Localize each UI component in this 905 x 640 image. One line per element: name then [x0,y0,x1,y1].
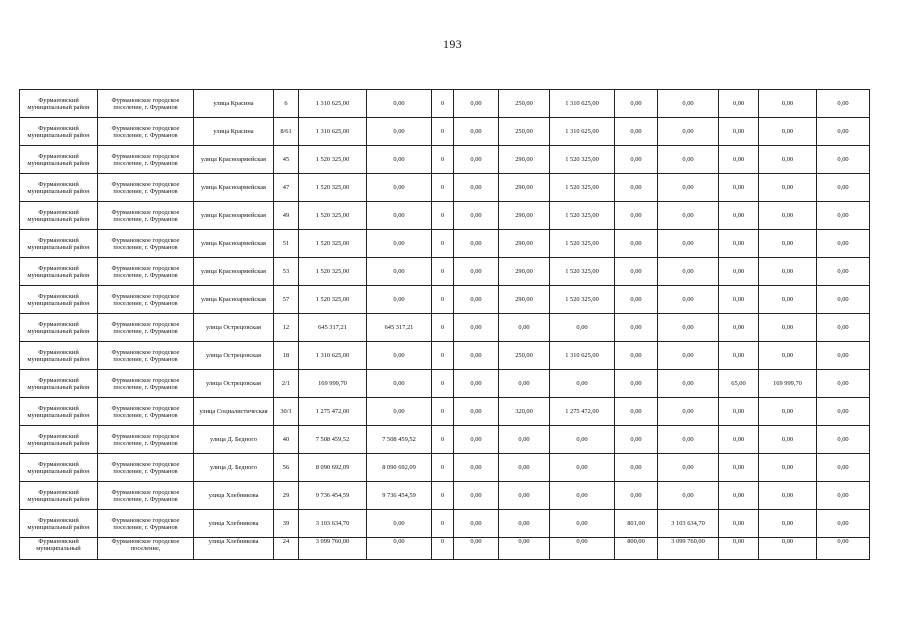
amount-cell: 0,00 [817,454,870,482]
total-cost-cell: 3 099 760,00 [299,538,367,560]
amount-cell: 0,00 [367,230,432,258]
amount-cell: 1 310 625,00 [550,342,615,370]
amount-cell: 0,00 [454,398,499,426]
area-cell: 0,00 [615,258,658,286]
amount-cell: 0,00 [550,426,615,454]
amount-cell: 0,00 [454,482,499,510]
total-cost-cell: 8 090 692,09 [299,454,367,482]
house-number-cell: 12 [274,314,299,342]
house-number-cell: 29 [274,482,299,510]
street-cell: улица Социалистическая [194,398,274,426]
amount-cell: 7 508 459,52 [367,426,432,454]
area-cell: 0,00 [615,202,658,230]
count-cell: 0 [432,286,454,314]
amount-cell: 0,00 [759,202,817,230]
total-cost-cell: 1 310 625,00 [299,118,367,146]
area-cell: 0,00 [499,426,550,454]
settlement-cell: Фурмановское городское поселение, г. Фурманов [98,258,194,286]
table-row [20,538,870,560]
house-number-cell: 47 [274,174,299,202]
total-cost-cell: 1 520 325,00 [299,286,367,314]
table-row [20,454,870,482]
amount-cell: 3 103 634,70 [658,510,719,538]
table-row [20,174,870,202]
area-cell: 250,00 [499,118,550,146]
table-row [20,370,870,398]
municipal-district-cell: Фурмановский муниципальный район [20,174,98,202]
amount-cell: 0,00 [454,454,499,482]
amount-cell: 8 090 692,09 [367,454,432,482]
count-cell: 0 [432,146,454,174]
street-cell: улица Д. Бедного [194,426,274,454]
amount-cell: 0,00 [817,230,870,258]
area-cell: 0,00 [615,146,658,174]
amount-cell: 0,00 [658,90,719,118]
area-cell: 0,00 [719,146,759,174]
area-cell: 0,00 [719,174,759,202]
table-row [20,314,870,342]
amount-cell: 0,00 [817,510,870,538]
amount-cell: 0,00 [759,146,817,174]
amount-cell: 1 520 325,00 [550,202,615,230]
area-cell: 290,00 [499,258,550,286]
settlement-cell: Фурмановское городское поселение, г. Фурманов [98,118,194,146]
amount-cell: 0,00 [367,370,432,398]
amount-cell: 1 520 325,00 [550,286,615,314]
municipal-district-cell: Фурмановский муниципальный район [20,454,98,482]
total-cost-cell: 1 275 472,00 [299,398,367,426]
amount-cell: 0,00 [759,454,817,482]
amount-cell: 0,00 [817,118,870,146]
amount-cell: 1 520 325,00 [550,258,615,286]
settlement-cell: Фурмановское городское поселение, г. Фурманов [98,314,194,342]
table-row [20,146,870,174]
settlement-cell: Фурмановское городское поселение, г. Фурманов [98,510,194,538]
house-number-cell: 53 [274,258,299,286]
house-number-cell: 18 [274,342,299,370]
amount-cell: 0,00 [817,426,870,454]
street-cell: улица Хлебникова [194,538,274,560]
amount-cell: 0,00 [454,258,499,286]
amount-cell: 0,00 [759,258,817,286]
table-row [20,426,870,454]
amount-cell: 0,00 [658,482,719,510]
amount-cell: 9 736 454,59 [367,482,432,510]
street-cell: улица Хлебникова [194,510,274,538]
area-cell: 0,00 [719,286,759,314]
municipal-district-cell: Фурмановский муниципальный район [20,510,98,538]
amount-cell: 0,00 [817,146,870,174]
total-cost-cell: 1 310 625,00 [299,342,367,370]
count-cell: 0 [432,90,454,118]
amount-cell: 0,00 [817,482,870,510]
amount-cell: 1 310 625,00 [550,118,615,146]
amount-cell: 0,00 [454,146,499,174]
street-cell: улица Красноармейская [194,146,274,174]
count-cell: 0 [432,482,454,510]
amount-cell: 0,00 [658,426,719,454]
amount-cell: 0,00 [454,118,499,146]
area-cell: 800,00 [615,538,658,560]
area-cell: 65,00 [719,370,759,398]
area-cell: 0,00 [719,314,759,342]
municipal-district-cell: Фурмановский муниципальный район [20,398,98,426]
settlement-cell: Фурмановское городское поселение, г. Фурманов [98,286,194,314]
area-cell: 0,00 [719,342,759,370]
area-cell: 0,00 [499,482,550,510]
house-number-cell: 24 [274,538,299,560]
area-cell: 0,00 [499,538,550,560]
municipal-district-cell: Фурмановский муниципальный район [20,314,98,342]
amount-cell: 0,00 [658,398,719,426]
amount-cell: 0,00 [454,90,499,118]
amount-cell: 0,00 [550,538,615,560]
amount-cell: 0,00 [454,286,499,314]
municipal-district-cell: Фурмановский муниципальный район [20,90,98,118]
table-row [20,286,870,314]
settlement-cell: Фурмановское городское поселение, г. Фурманов [98,146,194,174]
amount-cell: 0,00 [759,426,817,454]
amount-cell: 0,00 [367,258,432,286]
amount-cell: 0,00 [817,398,870,426]
area-cell: 0,00 [719,118,759,146]
street-cell: улица Острецовская [194,370,274,398]
area-cell: 0,00 [719,538,759,560]
total-cost-cell: 1 520 325,00 [299,174,367,202]
area-cell: 0,00 [499,370,550,398]
count-cell: 0 [432,510,454,538]
area-cell: 0,00 [719,482,759,510]
amount-cell: 0,00 [658,118,719,146]
total-cost-cell: 1 310 625,00 [299,90,367,118]
house-number-cell: 51 [274,230,299,258]
amount-cell: 0,00 [550,314,615,342]
amount-cell: 0,00 [759,286,817,314]
amount-cell: 0,00 [658,174,719,202]
amount-cell: 0,00 [454,342,499,370]
area-cell: 0,00 [615,118,658,146]
area-cell: 290,00 [499,230,550,258]
total-cost-cell: 1 520 325,00 [299,146,367,174]
amount-cell: 0,00 [759,342,817,370]
amount-cell: 0,00 [817,258,870,286]
amount-cell: 0,00 [759,510,817,538]
settlement-cell: Фурмановское городское поселение, г. Фурманов [98,454,194,482]
area-cell: 0,00 [719,90,759,118]
street-cell: улица Красноармейская [194,286,274,314]
count-cell: 0 [432,258,454,286]
amount-cell: 0,00 [658,342,719,370]
house-number-cell: 40 [274,426,299,454]
area-cell: 0,00 [615,90,658,118]
settlement-cell: Фурмановское городское поселение, г. Фурманов [98,426,194,454]
amount-cell: 0,00 [658,286,719,314]
total-cost-cell: 169 999,70 [299,370,367,398]
area-cell: 0,00 [615,426,658,454]
street-cell: улица Хлебникова [194,482,274,510]
amount-cell: 0,00 [550,510,615,538]
count-cell: 0 [432,398,454,426]
amount-cell: 0,00 [658,454,719,482]
count-cell: 0 [432,202,454,230]
area-cell: 0,00 [615,342,658,370]
amount-cell: 0,00 [658,230,719,258]
area-cell: 0,00 [719,202,759,230]
count-cell: 0 [432,538,454,560]
area-cell: 0,00 [615,482,658,510]
house-number-cell: 8/61 [274,118,299,146]
street-cell: улица Красноармейская [194,258,274,286]
area-cell: 290,00 [499,286,550,314]
municipal-district-cell: Фурмановский муниципальный район [20,202,98,230]
amount-cell: 1 310 625,00 [550,90,615,118]
table-row [20,398,870,426]
amount-cell: 0,00 [759,538,817,560]
amount-cell: 0,00 [759,118,817,146]
amount-cell: 0,00 [817,370,870,398]
street-cell: улица Красноармейская [194,230,274,258]
amount-cell: 0,00 [759,90,817,118]
total-cost-cell: 1 520 325,00 [299,230,367,258]
settlement-cell: Фурмановское городское поселение, г. Фурманов [98,370,194,398]
area-cell: 0,00 [615,314,658,342]
table-row [20,510,870,538]
amount-cell: 0,00 [367,146,432,174]
amount-cell: 0,00 [454,202,499,230]
municipal-district-cell: Фурмановский муниципальный район [20,426,98,454]
table-row [20,230,870,258]
area-cell: 0,00 [719,426,759,454]
amount-cell: 0,00 [759,398,817,426]
amount-cell: 0,00 [367,90,432,118]
amount-cell: 0,00 [759,174,817,202]
amount-cell: 0,00 [454,426,499,454]
settlement-cell: Фурмановское городское поселение, [98,538,194,560]
street-cell: улица Д. Бедного [194,454,274,482]
amount-cell: 0,00 [817,538,870,560]
area-cell: 0,00 [615,398,658,426]
area-cell: 0,00 [615,230,658,258]
area-cell: 320,00 [499,398,550,426]
municipal-district-cell: Фурмановский муниципальный [20,538,98,560]
area-cell: 0,00 [615,174,658,202]
house-number-cell: 57 [274,286,299,314]
amount-cell: 0,00 [817,90,870,118]
amount-cell: 0,00 [817,174,870,202]
area-cell: 250,00 [499,342,550,370]
amount-cell: 0,00 [367,286,432,314]
settlement-cell: Фурмановское городское поселение, г. Фурманов [98,90,194,118]
count-cell: 0 [432,454,454,482]
amount-cell: 0,00 [454,174,499,202]
street-cell: улица Красина [194,118,274,146]
area-cell: 290,00 [499,202,550,230]
area-cell: 0,00 [615,370,658,398]
house-number-cell: 56 [274,454,299,482]
house-number-cell: 2/1 [274,370,299,398]
table-row [20,482,870,510]
area-cell: 0,00 [615,286,658,314]
amount-cell: 645 317,21 [367,314,432,342]
area-cell: 0,00 [719,454,759,482]
municipal-district-cell: Фурмановский муниципальный район [20,146,98,174]
street-cell: улица Красноармейская [194,202,274,230]
count-cell: 0 [432,314,454,342]
amount-cell: 1 520 325,00 [550,146,615,174]
amount-cell: 0,00 [658,258,719,286]
amount-cell: 0,00 [550,370,615,398]
amount-cell: 0,00 [454,230,499,258]
house-number-cell: 6 [274,90,299,118]
settlement-cell: Фурмановское городское поселение, г. Фурманов [98,174,194,202]
settlement-cell: Фурмановское городское поселение, г. Фурманов [98,342,194,370]
amount-cell: 0,00 [658,146,719,174]
total-cost-cell: 1 520 325,00 [299,202,367,230]
municipal-district-cell: Фурмановский муниципальный район [20,230,98,258]
amount-cell: 0,00 [367,398,432,426]
total-cost-cell: 9 736 454,59 [299,482,367,510]
amount-cell: 0,00 [367,118,432,146]
count-cell: 0 [432,230,454,258]
amount-cell: 0,00 [817,286,870,314]
amount-cell: 169 999,70 [759,370,817,398]
amount-cell: 0,00 [367,174,432,202]
count-cell: 0 [432,118,454,146]
amount-cell: 0,00 [817,202,870,230]
area-cell: 0,00 [499,314,550,342]
table-row [20,342,870,370]
street-cell: улица Красина [194,90,274,118]
data-table [19,89,870,560]
amount-cell: 0,00 [817,314,870,342]
area-cell: 0,00 [499,454,550,482]
amount-cell: 1 275 472,00 [550,398,615,426]
municipal-district-cell: Фурмановский муниципальный район [20,118,98,146]
municipal-district-cell: Фурмановский муниципальный район [20,342,98,370]
amount-cell: 0,00 [759,230,817,258]
area-cell: 250,00 [499,90,550,118]
table-row [20,202,870,230]
total-cost-cell: 3 103 634,70 [299,510,367,538]
amount-cell: 1 520 325,00 [550,230,615,258]
municipal-district-cell: Фурмановский муниципальный район [20,482,98,510]
area-cell: 801,00 [615,510,658,538]
area-cell: 290,00 [499,174,550,202]
total-cost-cell: 7 508 459,52 [299,426,367,454]
table-row [20,90,870,118]
amount-cell: 0,00 [658,370,719,398]
municipal-district-cell: Фурмановский муниципальный район [20,370,98,398]
table-row [20,118,870,146]
municipal-district-cell: Фурмановский муниципальный район [20,258,98,286]
amount-cell: 3 099 760,00 [658,538,719,560]
area-cell: 290,00 [499,146,550,174]
amount-cell: 0,00 [759,314,817,342]
amount-cell: 1 520 325,00 [550,174,615,202]
amount-cell: 0,00 [550,454,615,482]
amount-cell: 0,00 [367,538,432,560]
amount-cell: 0,00 [367,202,432,230]
street-cell: улица Острецовская [194,342,274,370]
municipal-district-cell: Фурмановский муниципальный район [20,286,98,314]
count-cell: 0 [432,426,454,454]
amount-cell: 0,00 [454,370,499,398]
count-cell: 0 [432,174,454,202]
total-cost-cell: 1 520 325,00 [299,258,367,286]
house-number-cell: 39 [274,510,299,538]
settlement-cell: Фурмановское городское поселение, г. Фурманов [98,482,194,510]
house-number-cell: 49 [274,202,299,230]
amount-cell: 0,00 [658,314,719,342]
settlement-cell: Фурмановское городское поселение, г. Фурманов [98,202,194,230]
area-cell: 0,00 [615,454,658,482]
house-number-cell: 30/1 [274,398,299,426]
amount-cell: 0,00 [550,482,615,510]
street-cell: улица Красноармейская [194,174,274,202]
settlement-cell: Фурмановское городское поселение, г. Фурманов [98,230,194,258]
amount-cell: 0,00 [454,538,499,560]
settlement-cell: Фурмановское городское поселение, г. Фурманов [98,398,194,426]
page-number: 193 [443,37,462,51]
amount-cell: 0,00 [367,510,432,538]
area-cell: 0,00 [719,510,759,538]
count-cell: 0 [432,370,454,398]
area-cell: 0,00 [499,510,550,538]
amount-cell: 0,00 [367,342,432,370]
total-cost-cell: 645 317,21 [299,314,367,342]
table-row [20,258,870,286]
street-cell: улица Острецовская [194,314,274,342]
amount-cell: 0,00 [658,202,719,230]
amount-cell: 0,00 [759,482,817,510]
count-cell: 0 [432,342,454,370]
amount-cell: 0,00 [454,314,499,342]
area-cell: 0,00 [719,398,759,426]
house-number-cell: 45 [274,146,299,174]
amount-cell: 0,00 [817,342,870,370]
amount-cell: 0,00 [454,510,499,538]
area-cell: 0,00 [719,230,759,258]
area-cell: 0,00 [719,258,759,286]
